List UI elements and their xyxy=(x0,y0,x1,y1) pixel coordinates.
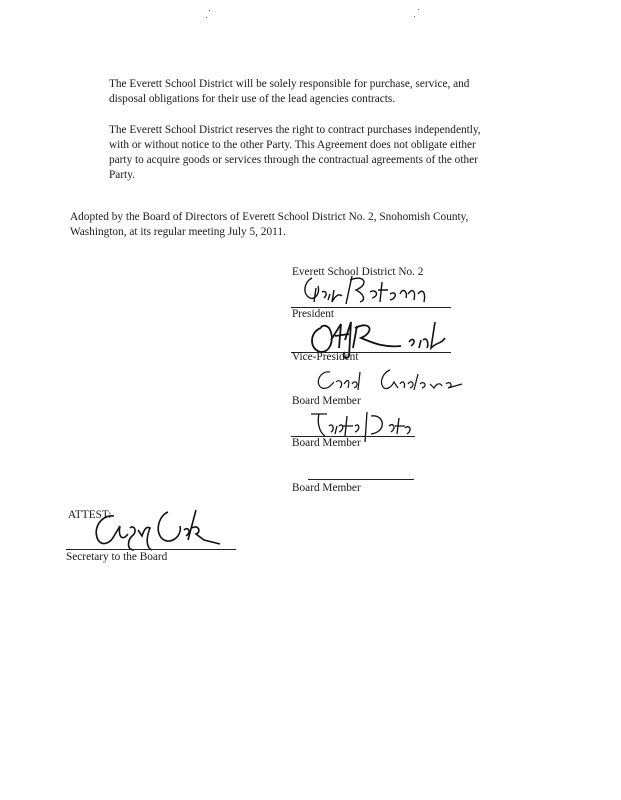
board-member-2-label: Board Member xyxy=(292,437,361,449)
paragraph-2-line-1: The Everett School District reserves the right to contract purchases independently, xyxy=(109,124,481,136)
president-signature xyxy=(290,272,440,312)
adoption-line-1: Adopted by the Board of Directors of Everett School District No. 2, Snohomish County, xyxy=(70,211,469,223)
adoption-line-2: Washington, at its regular meeting July 5, 2011. xyxy=(70,226,286,238)
scan-speck xyxy=(206,17,207,18)
scan-speck xyxy=(209,10,210,11)
signature-block-heading: Everett School District No. 2 xyxy=(292,266,424,278)
attest-label: ATTEST: xyxy=(68,509,112,521)
board-member-3-label: Board Member xyxy=(292,482,361,494)
president-label: President xyxy=(292,308,335,320)
board-member-3-signature-line xyxy=(308,479,414,480)
paragraph-2-line-4: Party. xyxy=(109,169,135,181)
board-member-1-label: Board Member xyxy=(292,395,361,407)
paragraph-2-line-2: with or without notice to the other Party. This Agreement does not obligate either xyxy=(109,139,476,151)
board-member-1-signature xyxy=(312,366,472,396)
paragraph-1-line-2: disposal obligations for their use of the lead agencies contracts. xyxy=(109,93,396,105)
scan-speck xyxy=(418,9,419,10)
paragraph-1-line-1: The Everett School District will be solely responsible for purchase, service, and xyxy=(109,78,470,90)
scan-speck xyxy=(414,16,415,17)
secretary-label: Secretary to the Board xyxy=(66,551,168,563)
vice-president-label: Vice-President xyxy=(292,351,359,363)
paragraph-2-line-3: party to acquire goods or services through the contractual agreements of the other xyxy=(109,154,478,166)
